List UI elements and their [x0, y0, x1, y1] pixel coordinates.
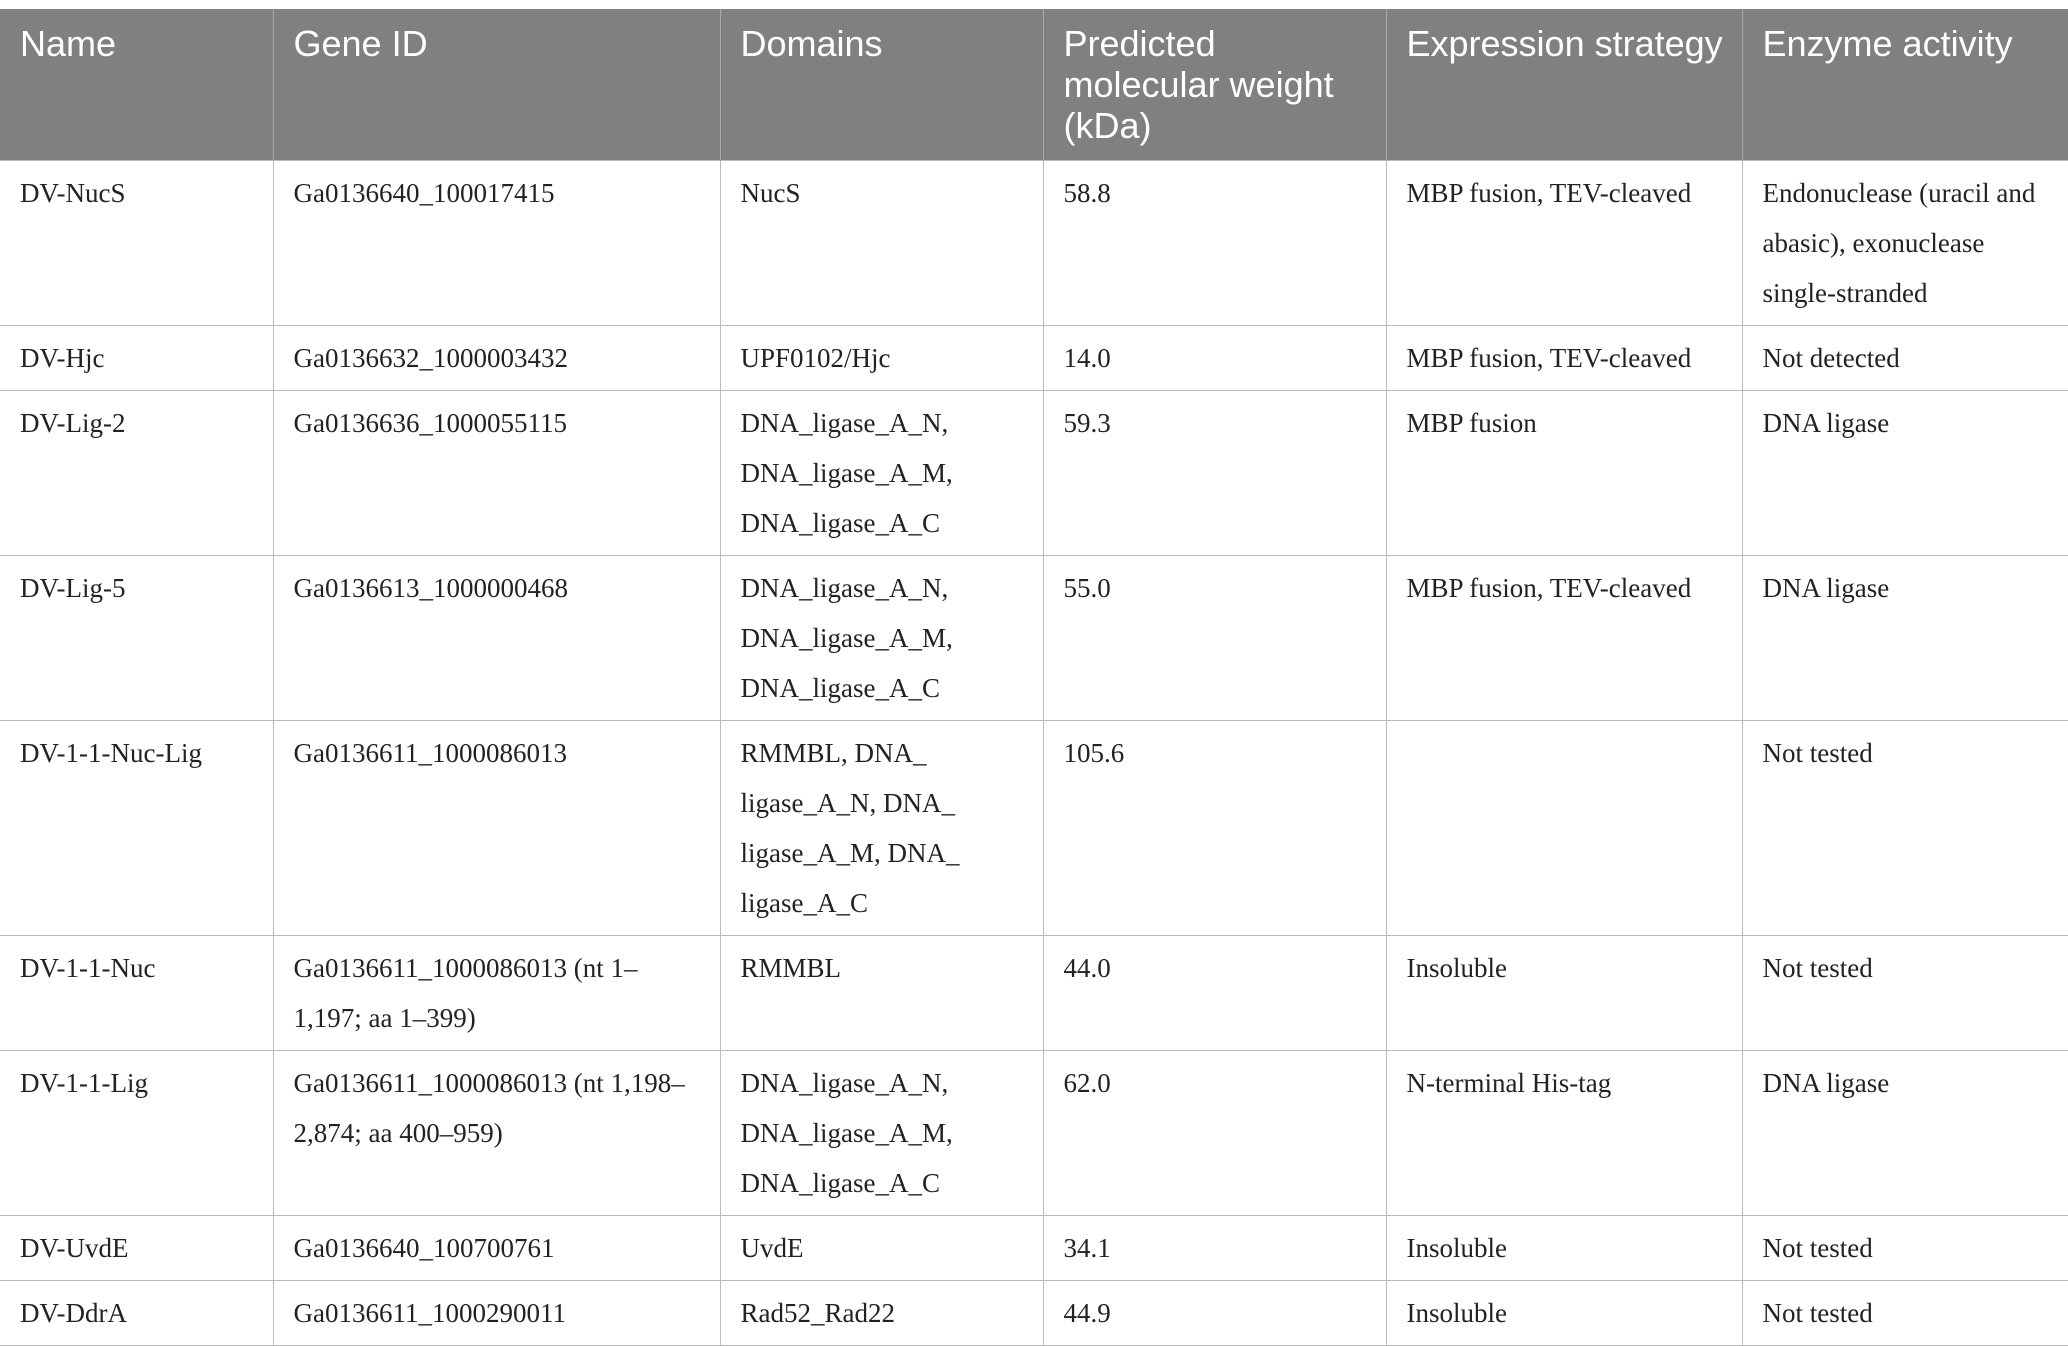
cell-molecular-weight: 14.0: [1043, 326, 1386, 391]
cell-gene-id: Ga0136611_1000086013 (nt 1–1,197; aa 1–399): [273, 936, 720, 1051]
cell-enzyme-activity: DNA ligase: [1742, 1051, 2068, 1216]
cell-molecular-weight: 105.6: [1043, 721, 1386, 936]
cell-expression-strategy: [1386, 721, 1742, 936]
cell-expression-strategy: Insoluble: [1386, 1216, 1742, 1281]
cell-expression-strategy: MBP fusion, TEV-cleaved: [1386, 161, 1742, 326]
cell-molecular-weight: 44.0: [1043, 936, 1386, 1051]
cell-expression-strategy: Insoluble: [1386, 1281, 1742, 1346]
cell-name: DV-Hjc: [0, 326, 273, 391]
cell-molecular-weight: 55.0: [1043, 556, 1386, 721]
cell-name: DV-1-1-Nuc: [0, 936, 273, 1051]
cell-gene-id: Ga0136640_100700761: [273, 1216, 720, 1281]
table-row: [0, 1216, 2068, 1281]
cell-domains: RMMBL, DNA_ ligase_A_N, DNA_ ligase_A_M, DNA_ ligase_A_C: [720, 721, 1043, 936]
cell-name: DV-Lig-5: [0, 556, 273, 721]
cell-enzyme-activity: Not tested: [1742, 936, 2068, 1051]
cell-gene-id: Ga0136611_1000086013 (nt 1,198–2,874; aa 400–959): [273, 1051, 720, 1216]
cell-domains: DNA_ligase_A_N, DNA_ligase_A_M, DNA_ligase_A_C: [720, 391, 1043, 556]
cell-molecular-weight: 62.0: [1043, 1051, 1386, 1216]
cell-domains: Rad52_Rad22: [720, 1281, 1043, 1346]
table-row: [0, 161, 2068, 326]
header-gene-id: Gene ID: [273, 9, 720, 161]
table-row: [0, 556, 2068, 721]
cell-name: DV-DdrA: [0, 1281, 273, 1346]
cell-gene-id: Ga0136632_1000003432: [273, 326, 720, 391]
header-enzyme-activity: Enzyme activity: [1742, 9, 2068, 161]
table-header: [0, 9, 2068, 161]
table-row: [0, 1281, 2068, 1346]
cell-domains: RMMBL: [720, 936, 1043, 1051]
cell-enzyme-activity: Endonuclease (uracil and abasic), exonuclease single-stranded: [1742, 161, 2068, 326]
header-domains: Domains: [720, 9, 1043, 161]
cell-gene-id: Ga0136636_1000055115: [273, 391, 720, 556]
cell-domains: UPF0102/Hjc: [720, 326, 1043, 391]
cell-gene-id: Ga0136611_1000290011: [273, 1281, 720, 1346]
cell-domains: NucS: [720, 161, 1043, 326]
table-row: [0, 721, 2068, 936]
header-row: [0, 9, 2068, 161]
cell-expression-strategy: N-terminal His-tag: [1386, 1051, 1742, 1216]
cell-name: DV-Lig-2: [0, 391, 273, 556]
cell-expression-strategy: Insoluble: [1386, 936, 1742, 1051]
cell-domains: UvdE: [720, 1216, 1043, 1281]
cell-name: DV-NucS: [0, 161, 273, 326]
header-molecular-weight: Predicted molecular weight (kDa): [1043, 9, 1386, 161]
enzyme-table: [0, 9, 2068, 1346]
cell-molecular-weight: 44.9: [1043, 1281, 1386, 1346]
cell-gene-id: Ga0136613_1000000468: [273, 556, 720, 721]
cell-enzyme-activity: DNA ligase: [1742, 556, 2068, 721]
cell-name: DV-1-1-Nuc-Lig: [0, 721, 273, 936]
cell-molecular-weight: 58.8: [1043, 161, 1386, 326]
cell-gene-id: Ga0136611_1000086013: [273, 721, 720, 936]
data-table-container: [0, 9, 2068, 1346]
cell-enzyme-activity: Not tested: [1742, 1281, 2068, 1346]
cell-domains: DNA_ligase_A_N, DNA_ligase_A_M, DNA_ligase_A_C: [720, 1051, 1043, 1216]
table-row: [0, 936, 2068, 1051]
table-row: [0, 391, 2068, 556]
header-expression-strategy: Expression strategy: [1386, 9, 1742, 161]
cell-domains: DNA_ligase_A_N, DNA_ligase_A_M, DNA_ligase_A_C: [720, 556, 1043, 721]
cell-molecular-weight: 59.3: [1043, 391, 1386, 556]
table-row: [0, 1051, 2068, 1216]
cell-expression-strategy: MBP fusion, TEV-cleaved: [1386, 556, 1742, 721]
table-row: [0, 326, 2068, 391]
table-body: [0, 161, 2068, 1346]
header-name: Name: [0, 9, 273, 161]
cell-enzyme-activity: DNA ligase: [1742, 391, 2068, 556]
cell-molecular-weight: 34.1: [1043, 1216, 1386, 1281]
cell-expression-strategy: MBP fusion, TEV-cleaved: [1386, 326, 1742, 391]
cell-gene-id: Ga0136640_100017415: [273, 161, 720, 326]
cell-expression-strategy: MBP fusion: [1386, 391, 1742, 556]
cell-enzyme-activity: Not detected: [1742, 326, 2068, 391]
cell-enzyme-activity: Not tested: [1742, 1216, 2068, 1281]
cell-enzyme-activity: Not tested: [1742, 721, 2068, 936]
cell-name: DV-1-1-Lig: [0, 1051, 273, 1216]
cell-name: DV-UvdE: [0, 1216, 273, 1281]
